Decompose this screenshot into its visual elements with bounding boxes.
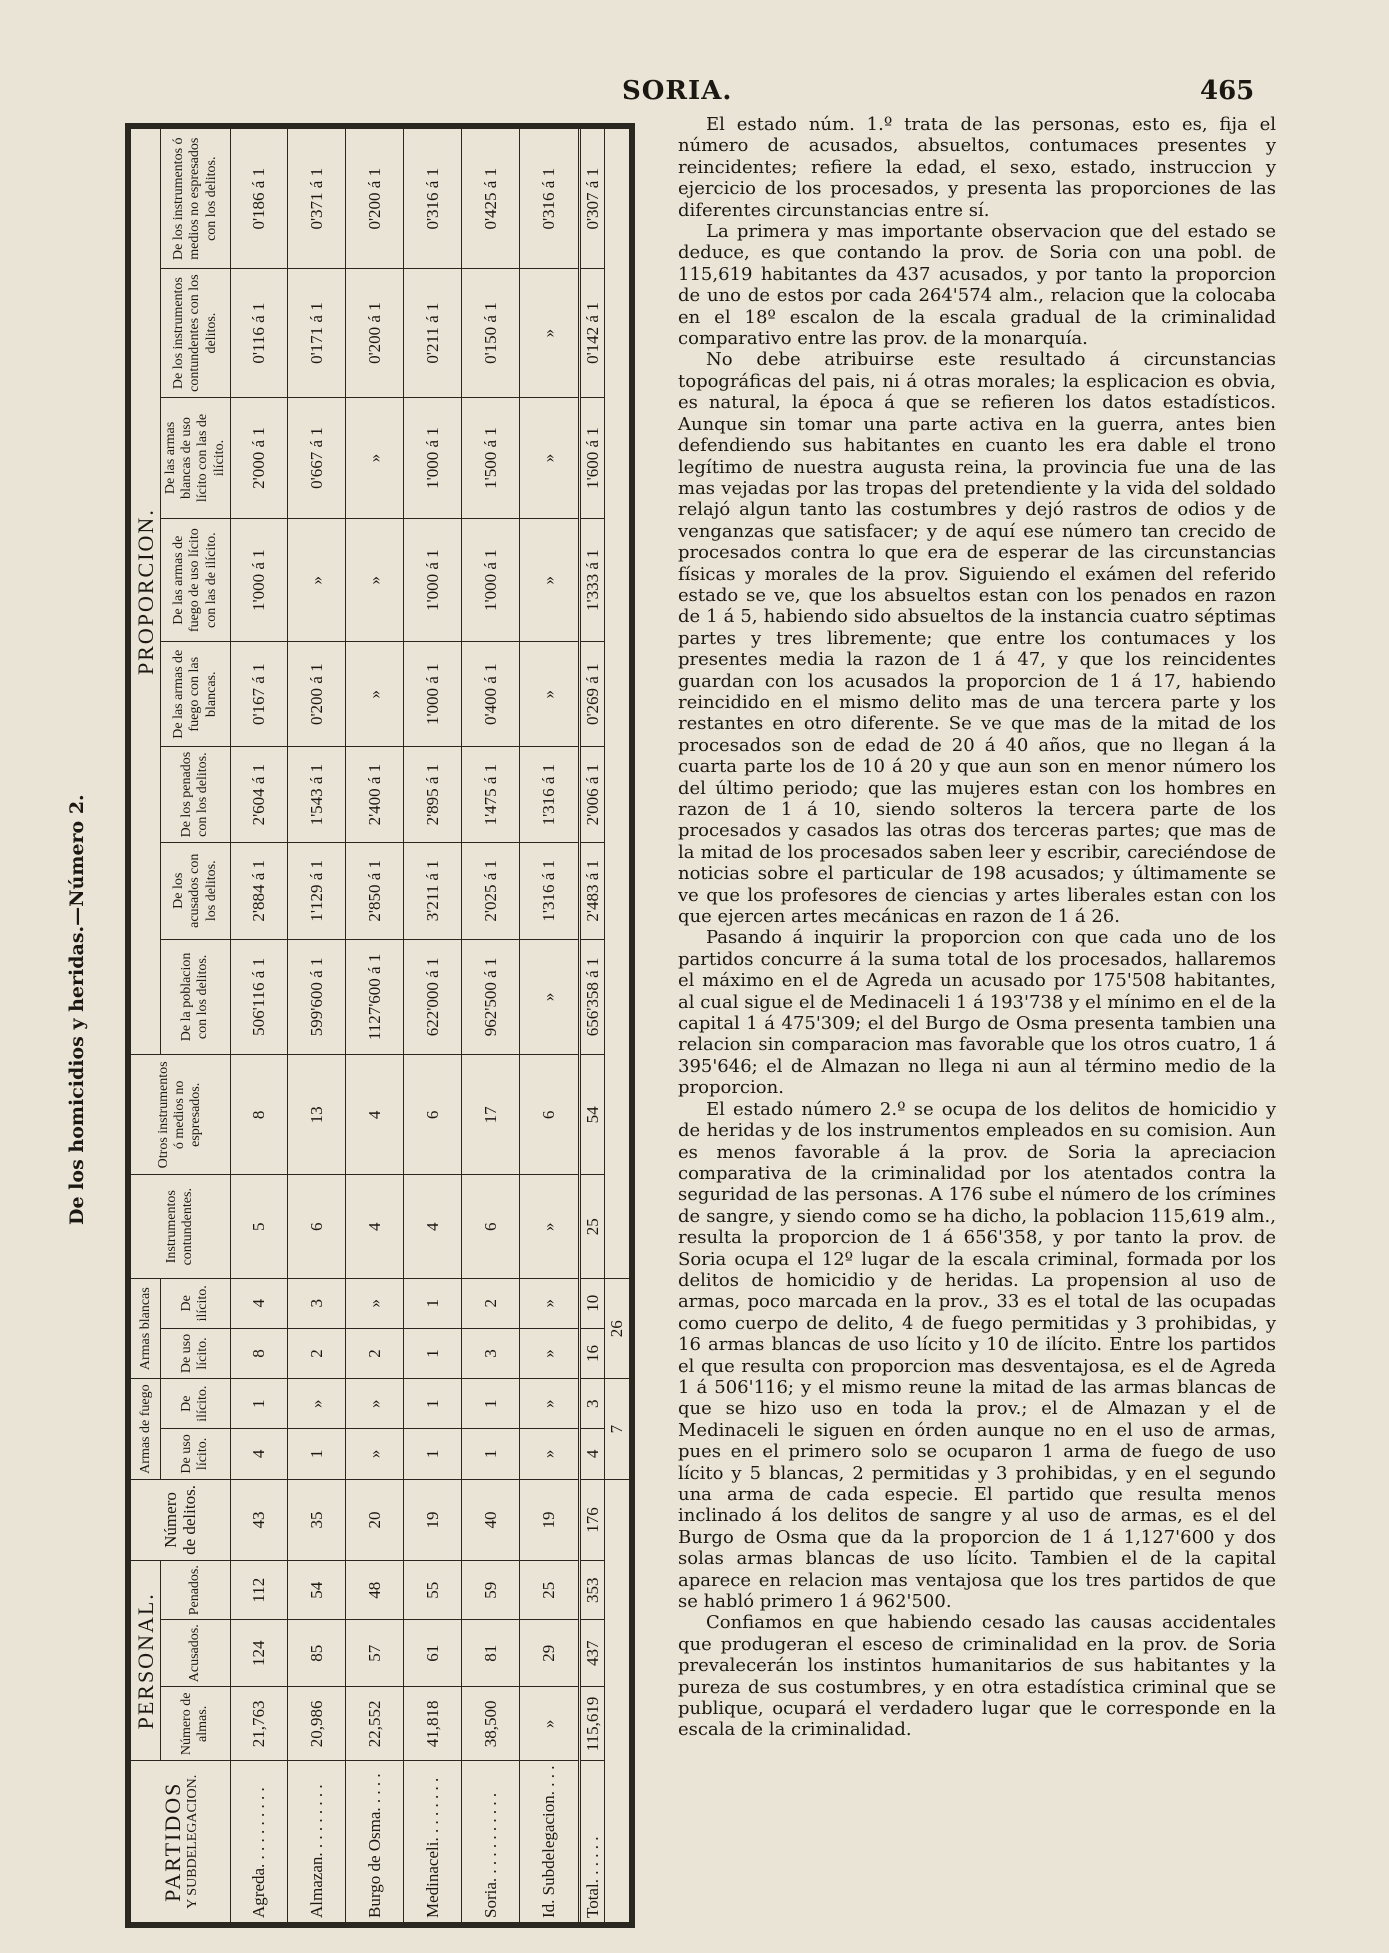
cell-p-blancas-uso: » xyxy=(346,397,404,518)
cell-f-ilicito: 1 xyxy=(461,1379,519,1429)
header-contundentes: Instrumentos contundentes. xyxy=(128,1175,230,1279)
table-row xyxy=(346,126,404,1925)
cell-p-pen: 1'475 á 1 xyxy=(461,747,519,843)
total-blancas-ilicito xyxy=(579,1278,605,1328)
cell-p-otros: 0'371 á 1 xyxy=(288,126,346,269)
cell-p-fuego-uso: 1'000 á 1 xyxy=(461,519,519,642)
total-p-otros: 0'307 á 1 xyxy=(579,126,605,269)
subtotal-spacer xyxy=(605,1479,632,1925)
cell-p-cont: 0'150 á 1 xyxy=(461,269,519,397)
row-label: Soria. . . . . . . . . . . xyxy=(461,1761,519,1925)
cell-otros: 13 xyxy=(288,1055,346,1175)
cell-penados: 54 xyxy=(288,1561,346,1620)
total-p-fuego-uso: 1'333 á 1 xyxy=(579,519,605,642)
cell-contundentes: 6 xyxy=(461,1175,519,1279)
cell-p-pob: 506'116 á 1 xyxy=(230,939,288,1055)
total-p-contundentes: 0'142 á 1 xyxy=(579,269,605,397)
cell-p-pob: 1127'600 á 1 xyxy=(346,939,404,1055)
header-almas: Número de almas. xyxy=(161,1687,230,1761)
subtotal-spacer-right xyxy=(605,126,632,1278)
paragraph: El estado número 2.º se ocupa de los delitos de homicidio y de heridas y de los instrumentos empleados en su comision. Aun es menos favorable á la prov. de Soria la apreciacion comparativa de la criminalidad por los atentados contra la seguridad de las personas. A 176 sube el número de los crímines de sangre, y siendo como se ha dicho, la poblacion 115,619 alm., resulta la proporcion de 1 á 656'358, y por tanto la prov. de Soria ocupa el 12º lugar de la escala criminal, formada por los delitos de homicidio y de heridas. La propension al uso de armas, poco marcada en la prov., 33 es el total de las ocupadas como cuerpo de delito, 4 de fuego permitidas y 3 prohibidas, y 16 armas blancas de uso lícito y 10 de ilícito. Entre los partidos el que resulta con proporcion mas desventajosa, es el de Agreda 1 á 506'116; y el mismo reune la mitad de las armas blancas de que se hizo uso en toda la prov.; el de Almazan y el de Medinaceli le siguen en órden aunque no en el uso de armas, pues en el primero solo se ocuparon 1 arma de fuego de uso lícito y 5 blancas, 2 permitidas y 3 prohibidas, y en el segundo una arma de cada especie. El partido que resulta menos inclinado á los delitos de sangre y al uso de armas, es el del Burgo de Osma que da la proporcion de 1 á 1,127'600 y dos solas armas blancas de uso lícito. Tambien el de la capital aparece en relacion mas ventajosa que los tres partidos de que se habló primero 1 á 962'500. xyxy=(678,1098,1276,1613)
cell-f-ilicito: » xyxy=(346,1379,404,1429)
cell-delitos: 40 xyxy=(461,1479,519,1560)
total-contundentes: 25 xyxy=(579,1175,605,1279)
cell-p-pob: 622'000 á 1 xyxy=(404,939,462,1055)
total-delitos: 176 xyxy=(579,1479,605,1560)
cell-otros: 8 xyxy=(230,1055,288,1175)
cell-delitos: 19 xyxy=(519,1479,579,1560)
cell-p-fuego-uso: » xyxy=(288,519,346,642)
header-p-otros: De los instrumentos ó medios no espresados con los delitos. xyxy=(161,126,230,269)
header-acusados: Acusados. xyxy=(161,1620,230,1687)
cell-f-ilicito: 1 xyxy=(404,1379,462,1429)
header-fuego-licito: De uso lícito. xyxy=(161,1429,230,1480)
cell-delitos: 20 xyxy=(346,1479,404,1560)
cell-p-fuego-uso: 1'000 á 1 xyxy=(404,519,462,642)
cell-p-fuego: 0'200 á 1 xyxy=(288,642,346,747)
table-row xyxy=(404,126,462,1925)
cell-acusados: 85 xyxy=(288,1620,346,1687)
cell-f-ilicito: » xyxy=(519,1379,579,1429)
cell-almas: 22,552 xyxy=(346,1687,404,1761)
cell-b-licito: 2 xyxy=(346,1328,404,1379)
cell-p-pen: 2'895 á 1 xyxy=(404,747,462,843)
paragraph: Pasando á inquirir la proporcion con que cada uno de los partidos concurre á la suma total de los procesados, hallaremos el máximo en el de Agreda un acusado por 175'508 habitantes, al cual sigue el de Medinaceli 1 á 193'738 y el mínimo en el de la capital 1 á 475'309; el del Burgo de Osma presenta tambien una relacion sin comparacion mas favorable que los otros cuatro, 1 á 395'646; el de Almazan no llega ni aun al término medio de la proporcion. xyxy=(678,927,1276,1099)
cell-penados: 55 xyxy=(404,1561,462,1620)
cell-p-blancas-uso: 1'000 á 1 xyxy=(404,397,462,518)
running-title: SORIA. xyxy=(622,76,733,106)
total-p-penados: 2'006 á 1 xyxy=(579,747,605,843)
header-armas-blancas: Armas blancas xyxy=(128,1278,161,1378)
total-fuego-ilicito xyxy=(579,1379,605,1429)
row-label: Almazan. . . . . . . . . xyxy=(288,1761,346,1925)
header-p-acusados: De los acusados con los delitos. xyxy=(161,842,230,939)
cell-f-licito: » xyxy=(519,1429,579,1480)
cell-acusados: 29 xyxy=(519,1620,579,1687)
cell-p-acu: 2'850 á 1 xyxy=(346,842,404,939)
cell-p-otros: 0'200 á 1 xyxy=(346,126,404,269)
header-p-fuego-uso: De las armas de fuego de uso lícito con las de ilícito. xyxy=(161,519,230,642)
cell-penados: 112 xyxy=(230,1561,288,1620)
cell-acusados: 81 xyxy=(461,1620,519,1687)
cell-p-cont: 0'211 á 1 xyxy=(404,269,462,397)
cell-p-fuego: » xyxy=(519,642,579,747)
cell-p-acu: 1'316 á 1 xyxy=(519,842,579,939)
cell-b-licito: 1 xyxy=(404,1328,462,1379)
cell-f-licito: » xyxy=(346,1429,404,1480)
cell-p-blancas-uso: 0'667 á 1 xyxy=(288,397,346,518)
header-partidos-label: PARTIDOS xyxy=(159,1781,185,1902)
total-otros: 54 xyxy=(579,1055,605,1175)
cell-b-licito: 8 xyxy=(230,1328,288,1379)
cell-p-blancas-uso: » xyxy=(519,397,579,518)
total-p-fuego: 0'269 á 1 xyxy=(579,642,605,747)
cell-contundentes: 4 xyxy=(404,1175,462,1279)
cell-otros: 6 xyxy=(404,1055,462,1175)
paragraph: El estado núm. 1.º trata de las personas, esto es, fija el número de acusados, absueltos, contumaces presentes y reincidentes; refiere la edad, el sexo, estado, instruccion y ejercicio de los procesados, y presenta las proporciones de las diferentes circunstancias entre sí. xyxy=(678,114,1276,221)
statistics-table xyxy=(125,123,635,1928)
cell-b-ilicito: 4 xyxy=(230,1278,288,1328)
cell-p-fuego: 0'167 á 1 xyxy=(230,642,288,747)
body-text xyxy=(678,114,1276,1741)
cell-b-licito: 3 xyxy=(461,1328,519,1379)
cell-contundentes: 4 xyxy=(346,1175,404,1279)
total-blancas-licito xyxy=(579,1328,605,1379)
cell-penados: 59 xyxy=(461,1561,519,1620)
header-p-blancas-uso: De las armas blancas de uso lícito con las de ilícito. xyxy=(161,397,230,518)
header-p-penados: De los penados con los delitos. xyxy=(161,747,230,843)
cell-acusados: 124 xyxy=(230,1620,288,1687)
row-label: Medinaceli. . . . . . . . xyxy=(404,1761,462,1925)
cell-penados: 48 xyxy=(346,1561,404,1620)
total-fuego-ilicito-value: 3 xyxy=(582,1399,602,1408)
cell-b-ilicito: » xyxy=(346,1278,404,1328)
table-row-total xyxy=(579,126,605,1925)
cell-almas: 41,818 xyxy=(404,1687,462,1761)
header-blancas-ilicito: De ilícito. xyxy=(161,1278,230,1328)
table-row xyxy=(519,126,579,1925)
header-otros: Otros instrumentos ó medios no espresados. xyxy=(128,1055,230,1175)
cell-penados: 25 xyxy=(519,1561,579,1620)
cell-b-ilicito: » xyxy=(519,1278,579,1328)
header-armas-fuego: Armas de fuego xyxy=(128,1379,161,1479)
cell-almas: 20,986 xyxy=(288,1687,346,1761)
cell-b-ilicito: 2 xyxy=(461,1278,519,1328)
cell-delitos: 43 xyxy=(230,1479,288,1560)
cell-otros: 6 xyxy=(519,1055,579,1175)
cell-p-otros: 0'186 á 1 xyxy=(230,126,288,269)
header-delitos: Número de delitos. xyxy=(128,1479,230,1560)
total-label: Total. . . . . . xyxy=(579,1761,605,1925)
cell-almas: 38,500 xyxy=(461,1687,519,1761)
paragraph: Confiamos en que habiendo cesado las causas accidentales que produgeran el esceso de criminalidad en la prov. de Soria prevalecerán los instintos humanitarios de sus habitantes y la pureza de sus costumbres, y en otra estadística criminal que se publique, ocupará el verdadero lugar que le corresponde en la escala de la criminalidad. xyxy=(678,1612,1276,1741)
total-penados: 353 xyxy=(579,1561,605,1620)
cell-p-acu: 1'129 á 1 xyxy=(288,842,346,939)
cell-p-pen: 1'543 á 1 xyxy=(288,747,346,843)
table-side-title: De los homicidios y heridas.—Número 2. xyxy=(66,794,88,1225)
header-p-contundentes: De los instrumentos contundentes con los delitos. xyxy=(161,269,230,397)
total-almas: 115,619 xyxy=(579,1687,605,1761)
row-label: Burgo de Osma. . . . . xyxy=(346,1761,404,1925)
cell-acusados: 61 xyxy=(404,1620,462,1687)
cell-f-licito: 1 xyxy=(404,1429,462,1480)
cell-contundentes: 6 xyxy=(288,1175,346,1279)
cell-f-ilicito: 1 xyxy=(230,1379,288,1429)
cell-p-fuego: » xyxy=(346,642,404,747)
cell-almas: » xyxy=(519,1687,579,1761)
header-p-fuego: De las armas de fuego con las blancas. xyxy=(161,642,230,747)
cell-p-acu: 2'884 á 1 xyxy=(230,842,288,939)
cell-p-pen: 2'604 á 1 xyxy=(230,747,288,843)
cell-p-pen: 1'316 á 1 xyxy=(519,747,579,843)
cell-p-otros: 0'316 á 1 xyxy=(404,126,462,269)
cell-p-pen: 2'400 á 1 xyxy=(346,747,404,843)
cell-p-cont: 0'171 á 1 xyxy=(288,269,346,397)
cell-p-blancas-uso: 2'000 á 1 xyxy=(230,397,288,518)
table-row-subtotals xyxy=(605,126,632,1925)
page-number: 465 xyxy=(1200,76,1255,106)
table-row xyxy=(288,126,346,1925)
header-proporcion: PROPORCION. xyxy=(128,126,161,1055)
cell-otros: 17 xyxy=(461,1055,519,1175)
cell-b-ilicito: 3 xyxy=(288,1278,346,1328)
header-penados: Penados. xyxy=(161,1561,230,1620)
cell-p-pob: » xyxy=(519,939,579,1055)
cell-b-licito: » xyxy=(519,1328,579,1379)
cell-f-licito: 1 xyxy=(288,1429,346,1480)
cell-f-ilicito: » xyxy=(288,1379,346,1429)
cell-p-blancas-uso: 1'500 á 1 xyxy=(461,397,519,518)
paragraph: La primera y mas importante observacion que del estado se deduce, es que contando la prov. de Soria con una pobl. de 115,619 habitantes da 437 acusados, y por tanto la proporcion de uno de estos por cada 264'574 alm., relacion que la colocaba en el 18º escalon de la escala gradual de la criminalidad comparativo entre las prov. de la monarquía. xyxy=(678,221,1276,350)
cell-p-acu: 3'211 á 1 xyxy=(404,842,462,939)
cell-p-otros: 0'425 á 1 xyxy=(461,126,519,269)
cell-p-pob: 599'600 á 1 xyxy=(288,939,346,1055)
cell-p-cont: 0'200 á 1 xyxy=(346,269,404,397)
statistics-table-rotated xyxy=(125,123,635,1928)
header-partidos xyxy=(128,1761,230,1925)
table-body xyxy=(230,126,579,1925)
total-fuego-licito-value: 4 xyxy=(582,1449,602,1459)
cell-delitos: 35 xyxy=(288,1479,346,1560)
table-row xyxy=(461,126,519,1925)
cell-delitos: 19 xyxy=(404,1479,462,1560)
cell-b-ilicito: 1 xyxy=(404,1278,462,1328)
total-p-acusados: 2'483 á 1 xyxy=(579,842,605,939)
subtotal-armas-blancas: 26 xyxy=(605,1278,632,1378)
cell-p-cont: » xyxy=(519,269,579,397)
cell-almas: 21,763 xyxy=(230,1687,288,1761)
cell-f-licito: 4 xyxy=(230,1429,288,1480)
cell-p-fuego-uso: » xyxy=(519,519,579,642)
cell-b-licito: 2 xyxy=(288,1328,346,1379)
total-acusados: 437 xyxy=(579,1620,605,1687)
total-blancas-licito-value: 16 xyxy=(582,1345,602,1362)
total-blancas-ilicito-value: 10 xyxy=(582,1294,602,1312)
total-p-poblacion: 656'358 á 1 xyxy=(579,939,605,1055)
cell-contundentes: » xyxy=(519,1175,579,1279)
paragraph: No debe atribuirse este resultado á circunstancias topográficas del pais, ni á otras morales; la esplicacion es obvia, es natural, la época á que se refieren los datos estadísticos. Aunque sin tomar una parte activa en la guerra, antes bien defendiendo sus habitantes en cuanto les era dable el trono legítimo de nuestra augusta reina, la provincia fue una de las mas vejadas por las tropas del pretendiente y la vida del soldado relajó algun tanto las costumbres y dejó rastros de odios y de venganzas que satisfacer; y de aquí ese número tan crecido de procesados contra lo que era de esperar de las circunstancias físicas y morales de la prov. Siguiendo el exámen del referido estado se ve, que los absueltos estan con los penados en razon de 1 á 5, habiendo sido absueltos de la instancia cuatro séptimas partes y tres libremente; que entre los contumaces y los presentes media la razon de 1 á 47, y que los reincidentes guardan con los acusados la proporcion de 1 á 17, habiendo reincidido en el mismo delito mas de una tercera parte y los restantes en otro diferente. Se ve que mas de la mitad de los procesados son de edad de 20 á 40 años, que no llegan á la cuarta parte los de 10 á 20 y que aun son en menor número los del último periodo; que las mujeres estan con los hombres en razon de 1 á 10, siendo solteros la tercera parte de los procesados y casados las otras dos terceras partes; que mas de la mitad de los procesados saben leer y escribir, careciéndose de noticias sobre el particular de 198 acusados; y últimamente se ve que los profesores de ciencias y artes liberales estan con los que ejercen artes mecánicas en razon de 1 á 26. xyxy=(678,349,1276,928)
table-row xyxy=(230,126,288,1925)
subtotal-armas-fuego: 7 xyxy=(605,1379,632,1479)
cell-contundentes: 5 xyxy=(230,1175,288,1279)
cell-f-licito: 1 xyxy=(461,1429,519,1480)
row-label: Agreda. . . . . . . . . . xyxy=(230,1761,288,1925)
cell-p-fuego: 1'000 á 1 xyxy=(404,642,462,747)
cell-p-acu: 2'025 á 1 xyxy=(461,842,519,939)
header-subdelegacion-label: Y SUBDELEGACION. xyxy=(184,1774,200,1909)
row-label: Id. Subdelegacion. . . . xyxy=(519,1761,579,1925)
header-blancas-licito: De uso lícito. xyxy=(161,1328,230,1379)
total-fuego-licito xyxy=(579,1429,605,1480)
page-header xyxy=(0,76,1389,116)
header-personal: PERSONAL. xyxy=(128,1561,161,1761)
cell-p-fuego-uso: 1'000 á 1 xyxy=(230,519,288,642)
cell-p-fuego: 0'400 á 1 xyxy=(461,642,519,747)
cell-p-fuego-uso: » xyxy=(346,519,404,642)
cell-p-otros: 0'316 á 1 xyxy=(519,126,579,269)
cell-acusados: 57 xyxy=(346,1620,404,1687)
header-fuego-ilicito: De ilícito. xyxy=(161,1379,230,1429)
cell-p-pob: 962'500 á 1 xyxy=(461,939,519,1055)
cell-p-cont: 0'116 á 1 xyxy=(230,269,288,397)
cell-otros: 4 xyxy=(346,1055,404,1175)
header-p-poblacion: De la poblacion con los delitos. xyxy=(161,939,230,1055)
total-p-blancas-uso: 1'600 á 1 xyxy=(579,397,605,518)
